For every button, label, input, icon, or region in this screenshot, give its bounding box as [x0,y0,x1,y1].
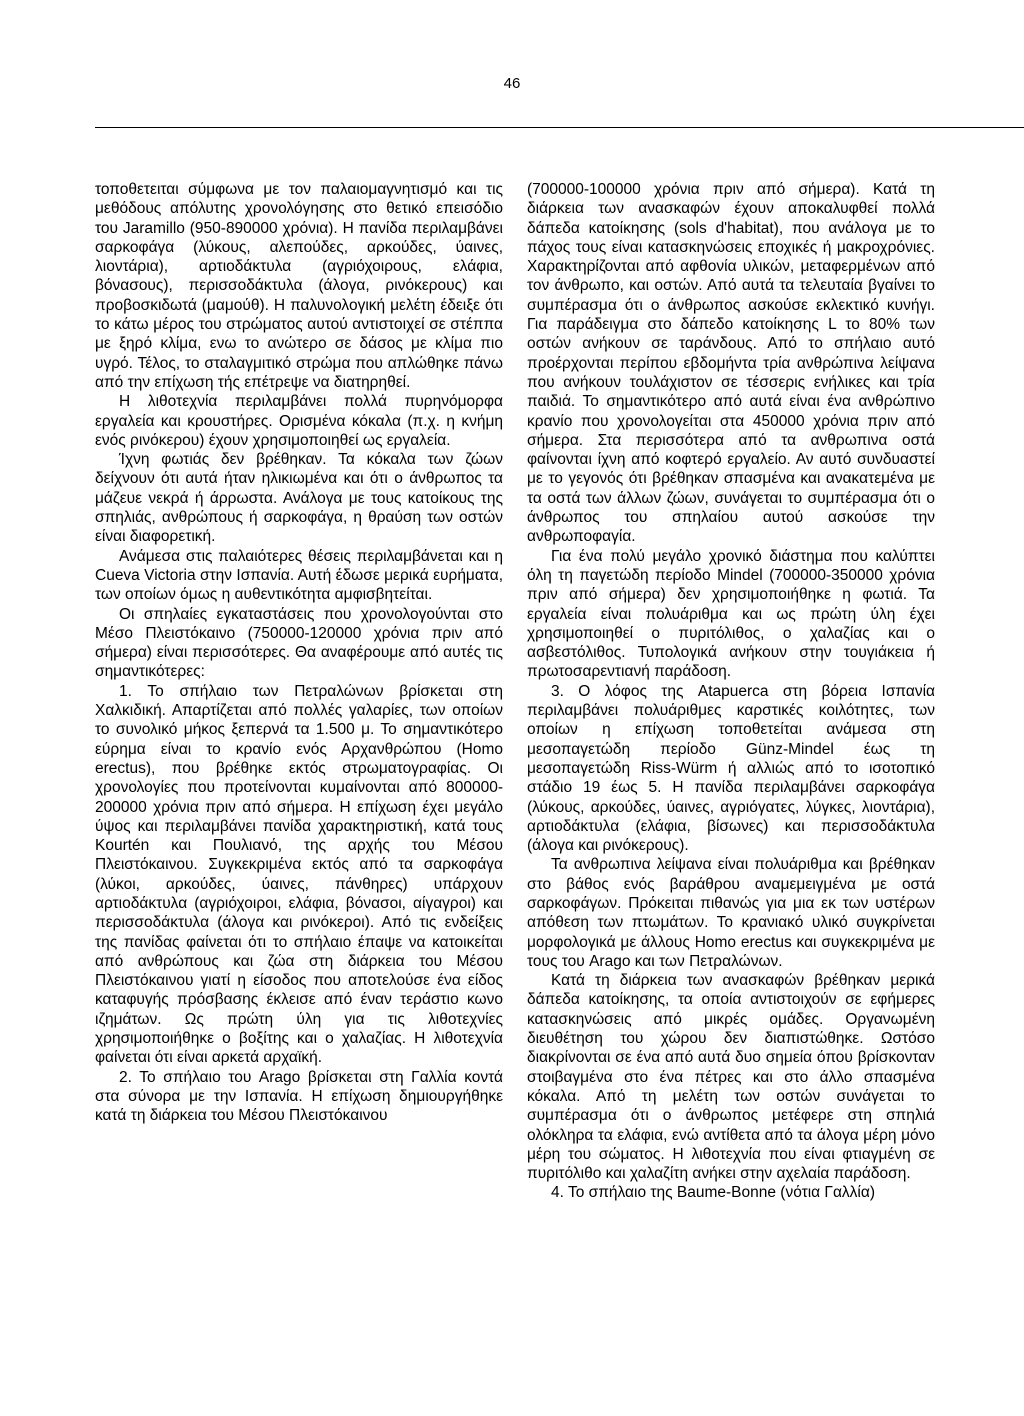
paragraph: Ανάμεσα στις παλαιότερες θέσεις περιλαμβάνεται και η Cueva Victoria στην Ισπανία. Αυτή έδωσε μερικά ευρήματα, των οποίων όμως η αυθεντικότητα αμφισβητείται. [95,547,503,604]
right-column [527,180,935,1203]
paragraph: 4. Το σπήλαιο της Baume-Bonne (νότια Γαλλία) [551,1184,876,1202]
page-number: 46 [503,75,521,92]
paragraph: Κατά τη διάρκεια των ανασκαφών βρέθηκαν μερικά δάπεδα κατοίκησης, τα οποία αντιστοιχούν σε εφήμερες κατασκηνώσεις από μικρές ομάδες. Οργανωμένη διευθέτηση του χώρου δεν διαπιστώθηκε. Ωστόσο διακρίνονται σε ένα από αυτά δυο σημεία όπου βρίσκονταν στοιβαγμένα στο ένα πέτρες και στο άλλο σπασμένα κόκαλα. Από τη μελέτη των οστών συνάγεται το συμπέρασμα ότι ο άνθρωπος μετέφερε στη σπηλιά ολόκληρα τα ελάφια, ενώ αντίθετα από τα άλογα μέρη μόνο μέρη του σώματος. Η λιθοτεχνία που είναι φτιαγμένη σε πυριτόλιθο και χαλαζίτη ανήκει στην αχελαία παράδοση. [527,972,935,1183]
paragraph: Τα ανθρωπινα λείψανα είναι πολυάριθμα και βρέθηκαν στο βάθος ενός βαράθρου αναμεμειγμένα με οστά σαρκοφάγων. Πρόκειται πιθανώς για μια εκ των υστέρων απόθεση των πτωμάτων. Το κρανιακό υλικό συγκρίνεται μορφολογικά με άλλους Homo erectus και συγκεκριμένα με τους του Arago και των Πετραλώνων. [527,856,935,970]
paragraph: Η λιθοτεχνία περιλαμβάνει πολλά πυρηνόμορφα εργαλεία και κρουστήρες. Ορισμένα κόκαλα (π.χ. η κνήμη ενός ρινόκερου) έχουν χρησιμοποιηθεί ως εργαλεία. [95,393,503,449]
paragraph: 2. Το σπήλαιο του Arago βρίσκεται στη Γαλλία κοντά στα σύνορα με την Ισπανία. Η επίχωση δημιουργήθηκε κατά τη διάρκεια του Μέσου Πλειστόκαινου [95,1068,503,1125]
paragraph: Ίχνη φωτιάς δεν βρέθηκαν. Τα κόκαλα των ζώων δείχνουν ότι αυτά ήταν ηλικιωμένα και ότι ο άνθρωπος τα μάζευε νεκρά ή άρρωστα. Ανάλογα με τους κατοίκους της σπηλιάς, ανθρώπους ή σαρκοφάγα, η θραύση των οστών είναι διαφορετική. [95,451,503,546]
left-column [95,180,503,1126]
paragraph: τοποθετειται σύμφωνα με τον παλαιομαγνητισμό και τις μεθόδους απόλυτης χρονολόγησης στο θετικό επεισόδιο του Jaramillo (950-890000 χρόνια). Η πανίδα περιλαμβάνει σαρκοφάγα (λύκους, αλεπούδες, αρκούδες, ύαινες, λιοντάρια), αρτιοδάκτυλα (αγριόχοιρους, ελάφια, βόνασους), περισσοδάκτυλα (άλογα, ρινόκερους) και προβοσκιδωτά (μαμούθ). Η παλυνολογική μελέτη έδειξε ότι το κάτω μέρος του στρώματος αυτού αντιστοιχεί σε στέππα με ξηρό κλίμα, ενω το ανώτερο σε δάσος με κλίμα πιο υγρό. Τέλος, το σταλαγμιτικό στρώμα που απλώθηκε πάνω από την επίχωση τής επέτρεψε να διατηρηθεί. [95,181,503,391]
paragraph: (700000-100000 χρόνια πριν από σήμερα). Κατά τη διάρκεια των ανασκαφών έχουν αποκαλυφθεί πολλά δάπεδα κατοίκησης (sols d'habitat), που ανάλογα με το πάχος τους είναι κατασκηνώσεις εποχικές ή μακροχρόνιες. Χαρακτηρίζονται από αφθονία υλικών, μεταφερμένων από τον άνθρωπο, και οστών. Από αυτά τα τελευταία βγαίνει το συμπέρασμα ότι ο άνθρωπος ασκούσε εκλεκτικό κυνήγι. Για παράδειγμα στο δάπεδο κατοίκησης L το 80% των οστών ανήκουν σε ταράνδους. Από το σπήλαιο αυτό προέρχονται περίπου εβδομήντα τρία ανθρώπινα λείψανα που ανήκουν τουλάχιστον σε τέσσερις ενήλικες και τρία παιδιά. Το σημαντικότερο από αυτά είναι ένα ανθρώπινο κρανίο που χρονολογείται στα 450000 χρόνια πριν από σήμερα. Στα περισσότερα από τα ανθρωπινα οστά φαίνονται ίχνη από κοφτερό εργαλείο. Αν αυτό συνδυαστεί με το γεγονός ότι βρέθηκαν σπασμένα και ανακατεμένα με τα οστά των άλλων ζώων, συνάγεται το συμπέρασμα ότι ο άνθρωπος του σπηλαίου αυτού ασκούσε την ανθρωποφαγία. [527,181,935,546]
paragraph: Για ένα πολύ μεγάλο χρονικό διάστημα που καλύπτει όλη τη παγετώδη περίοδο Mindel (700000-350000 χρόνια πριν από σήμερα) δεν χρησιμοποιήθηκε η φωτιά. Τα εργαλεία είναι πολυάριθμα και ως πρώτη ύλη έχει χρησιμοποιηθεί ο πυριτόλιθος, ο χαλαζίας και ο ασβεστόλιθος. Τυπολογικά ανήκουν στην τουγιάκεια ή πρωτοσαρεντιανή παράδοση. [527,547,935,681]
paragraph: Οι σπηλαίες εγκαταστάσεις που χρονολογούνται στο Μέσο Πλειστόκαινο (750000-120000 χρόνια πριν από σήμερα) είναι περισσότερες. Θα αναφέρουμε από αυτές τις σημαντικότερες: [95,605,503,681]
paragraph: 1. Το σπήλαιο των Πετραλώνων βρίσκεται στη Χαλκιδική. Απαρτίζεται από πολλές γαλαρίες, των οποίων το συνολικό μήκος ξεπερνά τα 1.500 μ. Το σημαντικότερο εύρημα είναι το κρανίο ενός Αρχανθρώπου (Homo erectus), που βρέθηκε εκτός στρωματογραφίας. Οι χρονολογίες που προτείνονται κυμαίνονται από 800000-200000 χρόνια πριν από σήμερα. Η επίχωση έχει μεγάλο ύψος και περιλαμβάνει πανίδα χαρακτηριστική, κατά τους Kourtén και Πουλιανό, της αρχής του Μέσου Πλειστόκαινου. Συγκεκριμένα εκτός από τα σαρκοφάγα (λύκοι, αρκούδες, ύαινες, πάνθηρες) υπάρχουν αρτιοδάκτυλα (αγριόχοιροι, ελάφια, βόνασοι, αίγαγροι) και περισσοδάκτυλα (άλογα και ρινόκεροι). Από τις ενδείξεις της πανίδας φαίνεται ότι το σπήλαιο έπαψε να κατοικείται από ανθρώπους και ζώα στη διάρκεια του Μέσου Πλειστόκαινου γιατί η είσοδος που αποτελούσε ένα είδος καταφυγής πρόσβασης έκλεισε από έναν τεράστιο κωνο ιζημάτων. Ως πρώτη ύλη για τις λιθοτεχνίες χρησιμοποιήθηκε ο βοξίτης και ο χαλαζίας. Η λιθοτεχνία φαίνεται ότι είναι αρκετά αρχαϊκή. [95,682,503,1067]
paragraph: 3. Ο λόφος της Atapuerca στη βόρεια Ισπανία περιλαμβάνει πολυάριθμες καρστικές κοιλότητες, των οποίων η επίχωση τοποθετείται ανάμεσα στη μεσοπαγετώδη περίοδο Günz-Mindel έως τη μεσοπαγετώδη Riss-Würm ή αλλιώς από το ισοτοπικό στάδιο 19 έως 5. Η πανίδα περιλαμβάνει σαρκοφάγα (λύκους, αρκούδες, ύαινες, αγριόγατες, λύγκες, λιοντάρια), αρτιοδάκτυλα (ελάφια, βίσωνες) και περισσοδάκτυλα (άλογα και ρινόκερους). [527,682,935,855]
header-rule [95,127,1024,128]
